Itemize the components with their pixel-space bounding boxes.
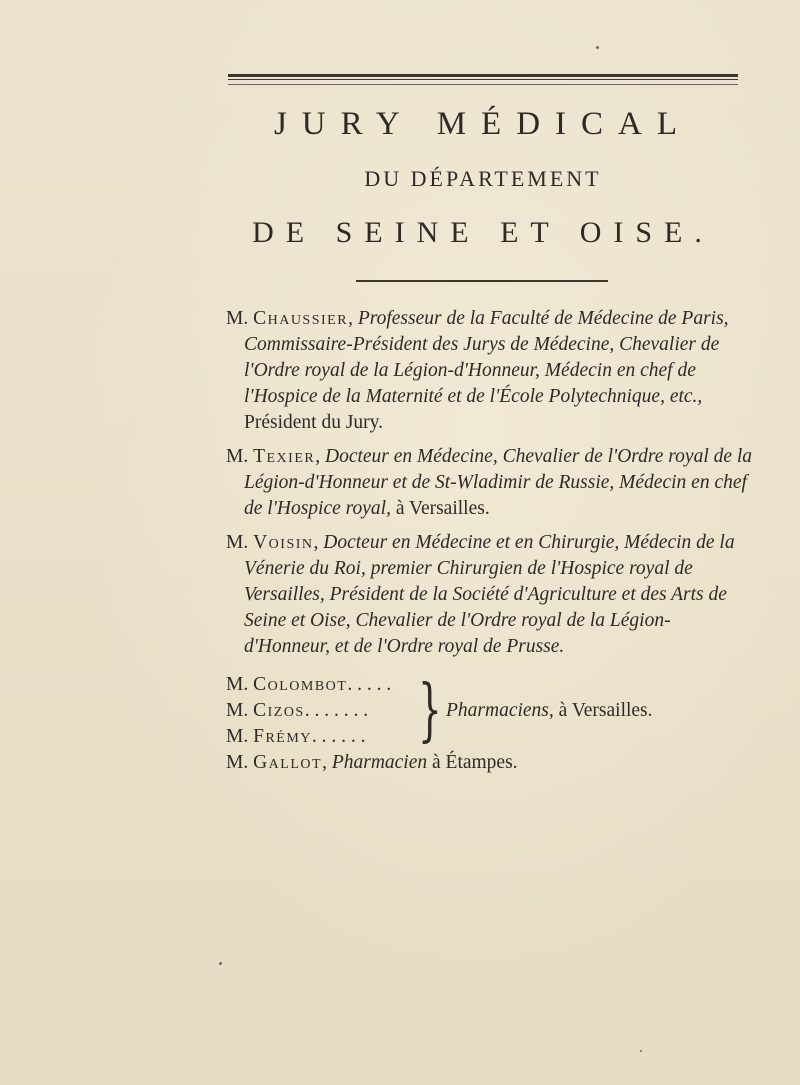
curly-brace-icon: } [418, 671, 442, 750]
member-entry-gallot: M. Gallot, Pharmacien à Étampes. [226, 752, 518, 773]
title-du-departement: DU DÉPARTEMENT [364, 166, 602, 191]
pharmacien-name: Frémy [253, 726, 312, 747]
paper-speck [640, 1050, 642, 1052]
member-name: Voisin [253, 532, 314, 553]
member-role: Président du Jury. [244, 412, 384, 433]
pharmaciens-group [226, 672, 756, 776]
member-titles: Docteur en Médecine et en Chirurgie, Médecin de la Vénerie du Roi, premier Chirurgien de l'Hospice royal de Versailles, Président de la Société d'Agriculture et des Arts de Seine et Oise, Chevalier de l'Ordre royal de la Légion-d'Honneur, et de l'Ordre royal de Prusse. [244, 532, 735, 657]
member-name: Chaussier [253, 308, 349, 329]
member-name: Gallot [253, 752, 323, 773]
pharmacien-row-cizos: M. Cizos. . . . . . . [226, 700, 369, 721]
title-seine-et-oise: DE SEINE ET OISE. [252, 216, 714, 249]
pharmacien-name: Colombot [253, 674, 348, 695]
member-titles: Pharmacien [331, 752, 428, 773]
member-titles: Professeur de la Faculté de Médecine de Paris, Commissaire-Président des Jurys de Médecine, Chevalier de l'Ordre royal de la Légion-d'Honneur, Médecin en chef de l'Hospice de la Maternité et de l'École Polytechnique, etc., [244, 308, 729, 407]
pharmacien-row-colombot: M. Colombot. . . . . [226, 674, 392, 695]
pharmacien-name: Cizos [253, 700, 305, 721]
paper-speck [219, 962, 222, 965]
top-double-rule [228, 74, 738, 80]
member-titles: Docteur en Médecine, Chevalier de l'Ordre royal de la Légion-d'Honneur et de St-Wladimir de Russie, Médecin en chef de l'Hospice royal, [244, 446, 753, 519]
leader-dots: . . . . . . . [304, 700, 369, 721]
member-name: Texier [253, 446, 316, 467]
pharmaciens-label: Pharmaciens, à Versailles. [446, 700, 653, 721]
leader-dots: . . . . . . [311, 726, 366, 747]
leader-dots: . . . . . [347, 674, 392, 695]
top-thin-rule [228, 84, 738, 85]
pharmacien-row-fremy: M. Frémy. . . . . . [226, 726, 366, 747]
member-list [226, 306, 756, 668]
member-location: à Étampes. [427, 752, 518, 773]
member-entry-chaussier: M. Chaussier, Professeur de la Faculté de Médecine de Paris, Commissaire-Président des Jurys de Médecine, Chevalier de l'Ordre royal de la Légion-d'Honneur, Médecin en chef de l'Hospice de la Maternité et de l'École Polytechnique, etc., Président du Jury. [226, 308, 729, 433]
member-location: à Versailles. [390, 498, 490, 519]
member-entry-voisin: M. Voisin, Docteur en Médecine et en Chirurgie, Médecin de la Vénerie du Roi, premier Chirurgien de l'Hospice royal de Versailles, Président de la Société d'Agriculture et des Arts de Seine et Oise, Chevalier de l'Ordre royal de la Légion-d'Honneur, et de l'Ordre royal de Prusse. [226, 532, 735, 657]
paper-speck [596, 46, 599, 49]
member-entry-texier: M. Texier, Docteur en Médecine, Chevalier de l'Ordre royal de la Légion-d'Honneur et de St-Wladimir de Russie, Médecin en chef de l'Hospice royal, à Versailles. [226, 446, 753, 519]
separator-rule [356, 280, 608, 282]
title-jury-medical: JURY MÉDICAL [273, 106, 693, 142]
